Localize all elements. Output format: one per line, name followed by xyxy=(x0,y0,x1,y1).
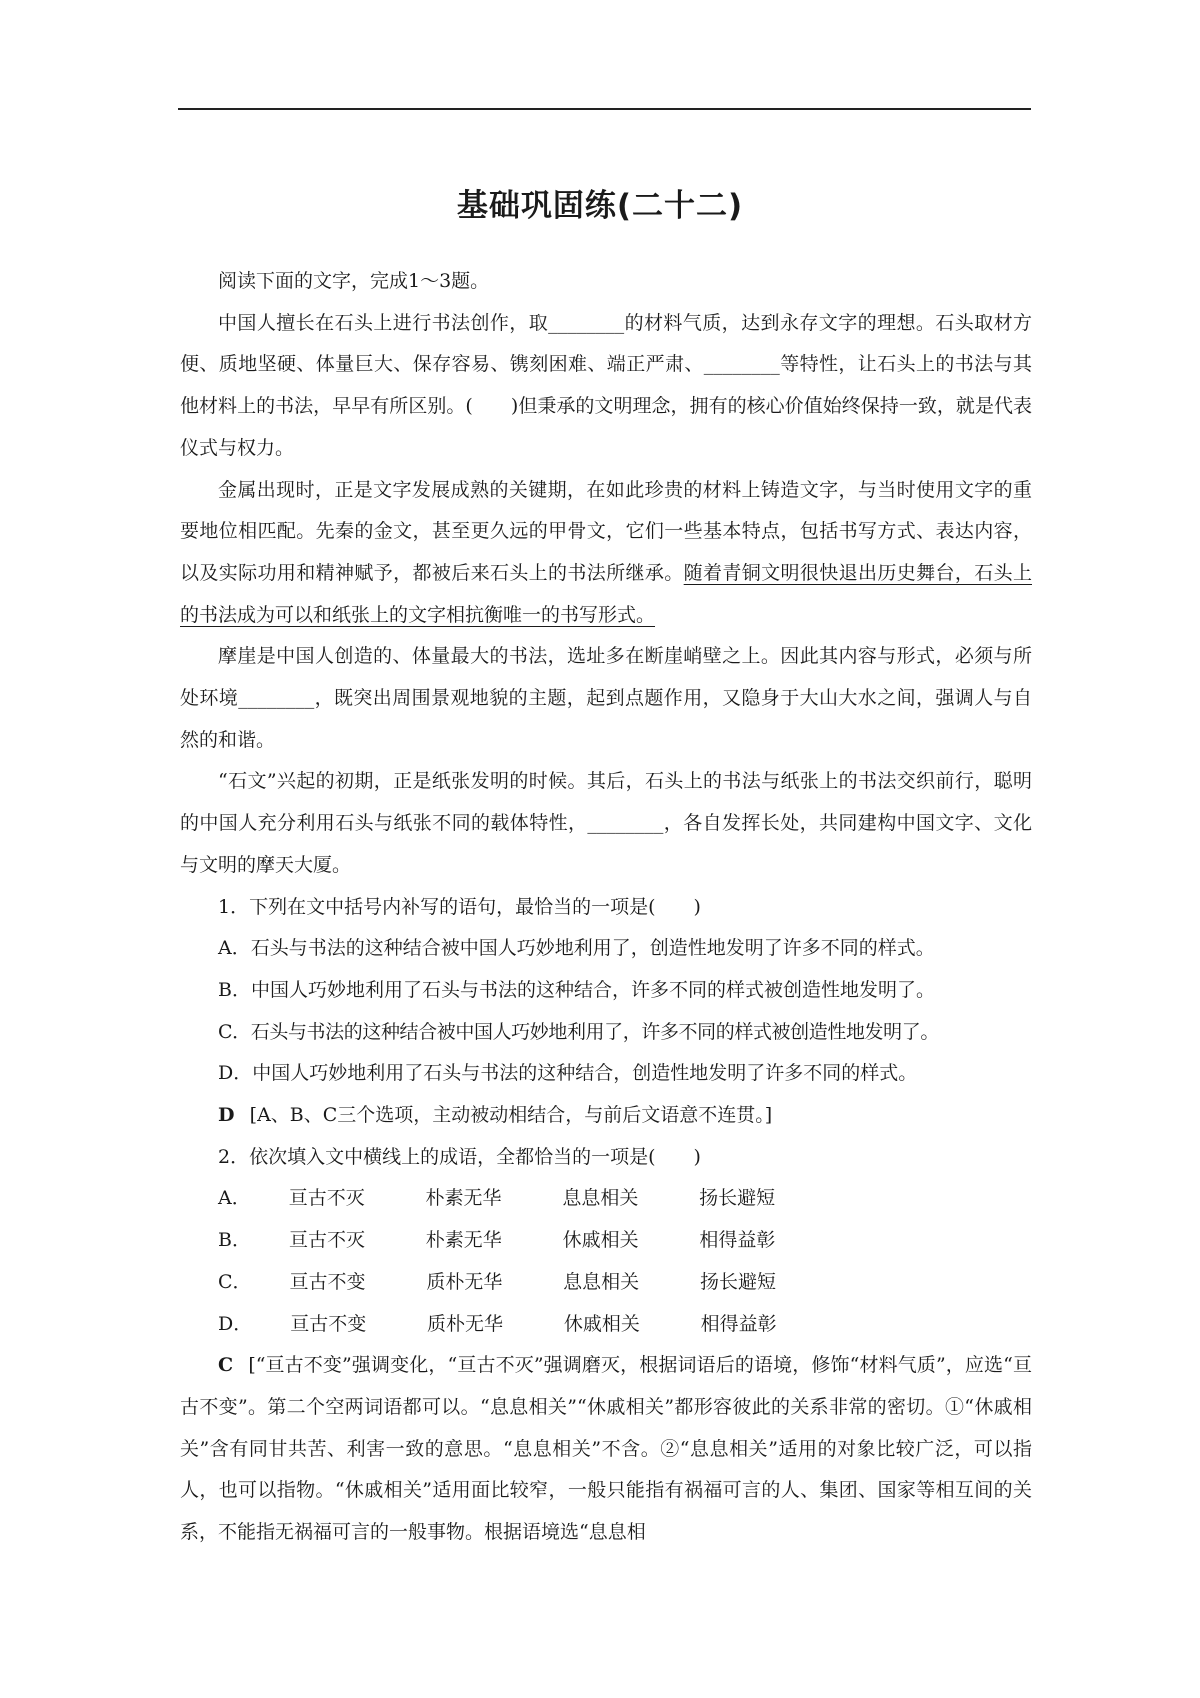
question-2-option-c xyxy=(180,1262,1032,1304)
idiom: 休戚相关 xyxy=(563,1312,640,1335)
question-1-answer xyxy=(180,1095,1032,1137)
passage-paragraph-4: “石文”兴起的初期，正是纸张发明的时候。其后，石头上的书法与纸张上的书法交织前行，聪明的中国人充分利用石头与纸张不同的载体特性，________，各自发挥长处，共同建构中国文字、文化与文明的摩天大厦。 xyxy=(180,770,1032,876)
question-1-option-c: C．石头与书法的这种结合被中国人巧妙地利用了，许多不同的样式被创造性地发明了。 xyxy=(218,1020,939,1043)
idiom: 亘古不灭 xyxy=(288,1229,365,1252)
idiom: 相得益彰 xyxy=(700,1312,777,1335)
question-1-stem: 1．下列在文中括号内补写的语句，最恰当的一项是( ) xyxy=(218,895,701,918)
question-2-explanation: [“亘古不变”强调变化，“亘古不灭”强调磨灭，根据词语后的语境，修饰“材料气质”，应选“亘古不变”。第二个空两词语都可以。“息息相关”“休戚相关”都形容彼此的关系非常的密切。①“休戚相关”含有同甘共苦、利害一致的意思。“息息相关”不含。②“息息相关”适用的对象比较广泛，可以指人，也可以指物。“休戚相关”适用面比较窄，一般只能指有祸福可言的人、集团、国家等相互间的关系，不能指无祸福可言的一般事物。根据语境选“息息相 xyxy=(180,1354,1032,1544)
idiom: 亘古不灭 xyxy=(288,1187,365,1210)
idiom: 亘古不变 xyxy=(290,1312,367,1335)
question-2-stem: 2．依次填入文中横线上的成语，全都恰当的一项是( ) xyxy=(218,1145,701,1168)
reading-instruction: 阅读下面的文字，完成1～3题。 xyxy=(218,270,490,292)
question-1-option-b: B．中国人巧妙地利用了石头与书法的这种结合，许多不同的样式被创造性地发明了。 xyxy=(218,978,935,1001)
question-2-answer-letter: C xyxy=(218,1354,234,1377)
question-2-option-d xyxy=(180,1304,1032,1346)
idiom: 朴素无华 xyxy=(425,1187,502,1210)
page-title: 基础巩固练(二十二) xyxy=(456,188,744,224)
idiom: 质朴无华 xyxy=(426,1270,503,1293)
passage-paragraph-3: 摩崖是中国人创造的、体量最大的书法，选址多在断崖峭壁之上。因此其内容与形式，必须与所处环境________，既突出周围景观地貌的主题，起到点题作用，又隐身于大山大水之间，强调人与自然的和谐。 xyxy=(180,645,1032,751)
idiom: 相得益彰 xyxy=(699,1229,776,1252)
idiom: 休戚相关 xyxy=(562,1229,639,1252)
question-1-option-a: A．石头与书法的这种结合被中国人巧妙地利用了，创造性地发明了许多不同的样式。 xyxy=(218,937,935,960)
idiom: 亘古不变 xyxy=(289,1270,366,1293)
passage-paragraph-1: 中国人擅长在石头上进行书法创作，取________的材料气质，达到永存文字的理想。石头取材方便、质地坚硬、体量巨大、保存容易、镌刻困难、端正严肃、________等特性，让石头上的书法与其他材料上的书法，早早有所区别。( )但秉承的文明理念，拥有的核心价值始终保持一致，就是代表仪式与权力。 xyxy=(180,311,1032,459)
question-2-option-b xyxy=(180,1220,1032,1262)
question-1-option-d: D．中国人巧妙地利用了石头与书法的这种结合，创造性地发明了许多不同的样式。 xyxy=(218,1062,918,1085)
underlined-sentence: 随着青铜文明很快退出历史舞台，石头上的书法成为可以和纸张上的文字相抗衡唯一的书写形式。 xyxy=(180,561,1032,626)
question-1-answer-letter: D xyxy=(218,1104,235,1127)
question-2-option-a xyxy=(180,1178,1032,1220)
option-label: B． xyxy=(218,1229,251,1252)
question-1-explanation: [A、B、C三个选项，主动被动相结合，与前后文语意不连贯。] xyxy=(249,1104,773,1127)
idiom: 息息相关 xyxy=(563,1270,640,1293)
option-label: D． xyxy=(218,1312,253,1335)
option-label: C． xyxy=(218,1270,252,1293)
idiom: 息息相关 xyxy=(562,1187,639,1210)
idiom: 朴素无华 xyxy=(425,1229,502,1252)
option-label: A． xyxy=(218,1187,251,1210)
passage-paragraph-2-text: 金属出现时，正是文字发展成熟的关键期，在如此珍贵的材料上铸造文字，与当时使用文字的重要地位相匹配。先秦的金文，甚至更久远的甲骨文，它们一些基本特点，包括书写方式、表达内容，以及实际功用和精神赋予，都被后来石头上的书法所继承。 xyxy=(180,478,1032,584)
question-2-answer xyxy=(180,1345,1032,1554)
passage-paragraph-2 xyxy=(180,470,1032,637)
header-rule xyxy=(178,108,1031,110)
idiom: 质朴无华 xyxy=(427,1312,504,1335)
idiom: 扬长避短 xyxy=(699,1187,776,1210)
document-body xyxy=(180,261,1032,1554)
idiom: 扬长避短 xyxy=(699,1270,776,1293)
